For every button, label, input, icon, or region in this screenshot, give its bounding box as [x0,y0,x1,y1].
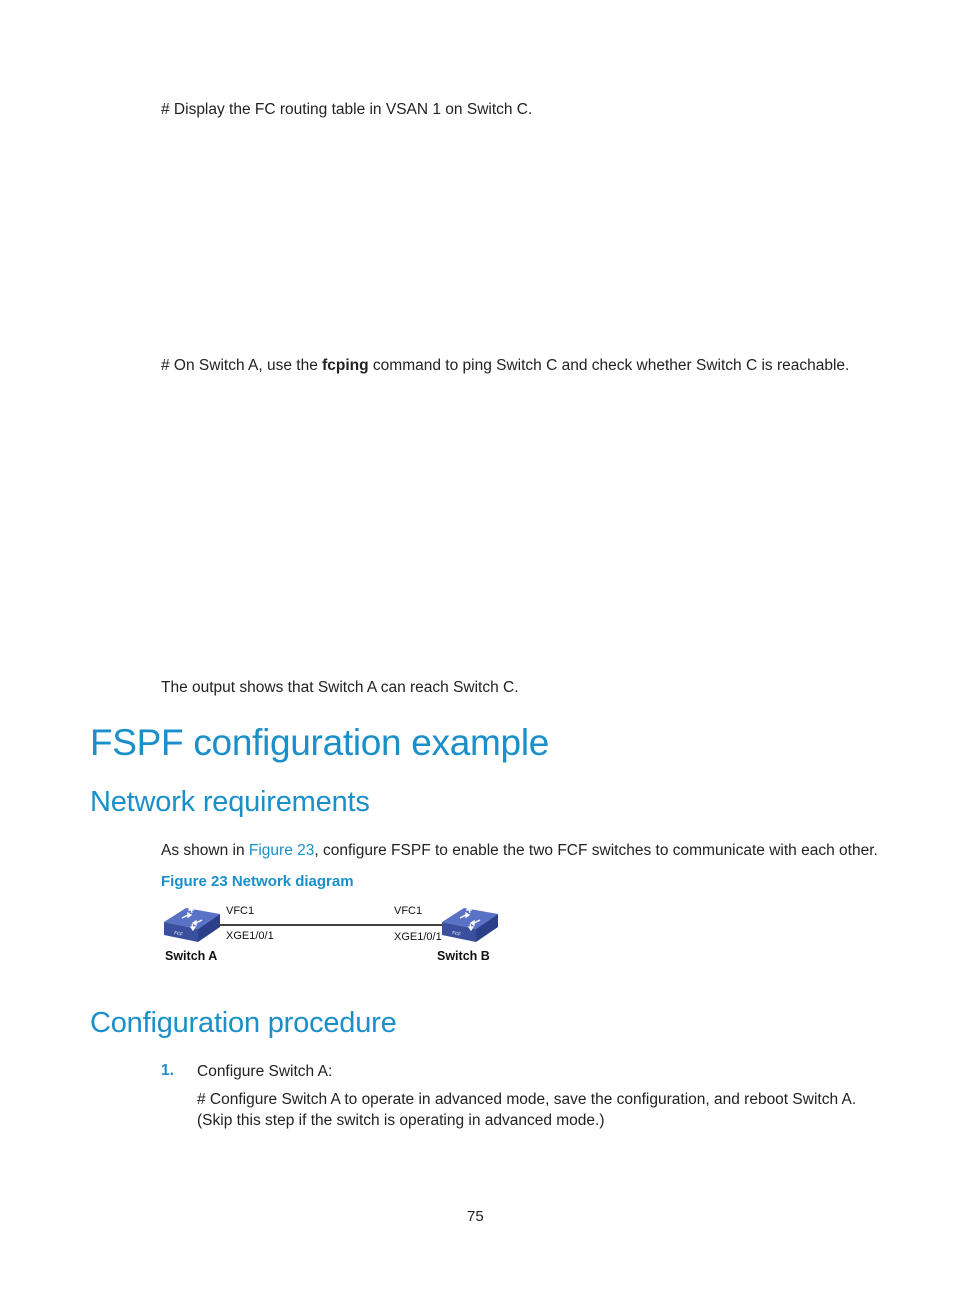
network-requirements-paragraph [161,841,878,861]
fcping-text-after: command to ping Switch C and check whether Switch C is reachable. [368,357,850,374]
fcping-paragraph [161,356,849,376]
step-number: 1. [161,1062,174,1079]
switch-b-name: Switch B [437,949,490,963]
page-number: 75 [467,1208,484,1225]
nr-text-after: , configure FSPF to enable the two FCF switches to communicate with each other. [314,842,878,859]
output-result-paragraph: The output shows that Switch A can reach Switch C. [161,679,519,696]
step-instruction-line2: (Skip this step if the switch is operating in advanced mode.) [197,1112,605,1129]
switch-a-vfc-label: VFC1 [226,905,255,917]
figure-caption: Figure 23 Network diagram [161,873,354,890]
fcping-text-before: # On Switch A, use the [161,357,323,374]
configuration-procedure-heading: Configuration procedure [90,1007,397,1039]
svg-text:FCF: FCF [173,930,184,937]
switch-a-port-label: XGE1/0/1 [226,930,274,942]
svg-text:FCF: FCF [451,930,462,937]
step-label: Configure Switch A: [197,1063,333,1080]
network-requirements-heading: Network requirements [90,786,370,818]
section-title: FSPF configuration example [90,722,550,763]
fcping-command: fcping [322,357,369,374]
switch-b-port-label: XGE1/0/1 [394,931,442,943]
switch-b-vfc-label: VFC1 [394,905,423,917]
display-routing-paragraph: # Display the FC routing table in VSAN 1 on Switch C. [161,101,533,118]
switch-a-icon [164,907,220,942]
switch-b-icon [442,907,498,942]
nr-text-before: As shown in [161,842,249,859]
figure-23-link[interactable]: Figure 23 [248,842,315,859]
switch-a-name: Switch A [165,949,218,963]
step-instruction-line1: # Configure Switch A to operate in advanced mode, save the configuration, and reboot Switch A. [197,1091,857,1108]
